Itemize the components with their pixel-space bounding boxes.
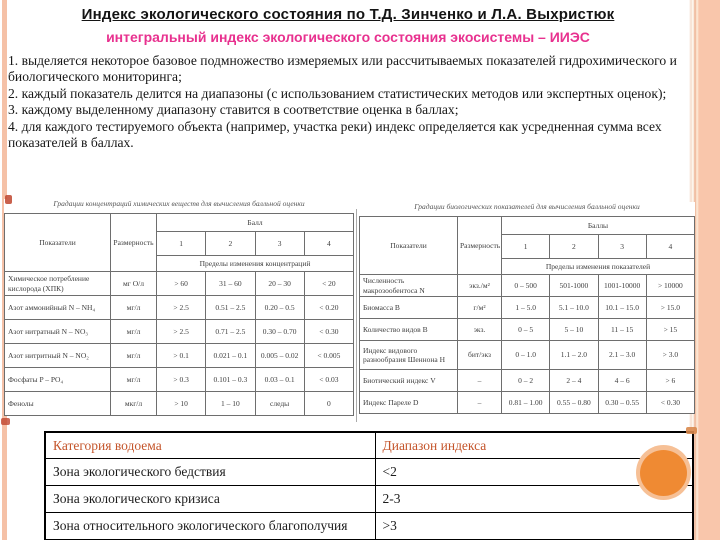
bio-row-unit: г/м² xyxy=(458,297,502,319)
bio-cell: 4 – 6 xyxy=(598,370,646,392)
chem-cell: 0.021 – 0.1 xyxy=(206,344,255,368)
table-row xyxy=(360,275,695,297)
biological-table-caption: Градации биологических показателей для вычисления балльной оценки xyxy=(414,202,640,211)
index-range-header: Диапазон индекса xyxy=(375,432,693,459)
range-cell: 2-3 xyxy=(375,486,693,513)
bio-cell: 0 – 500 xyxy=(502,275,550,297)
bio-header-unit: Размерность xyxy=(458,217,502,275)
table-row xyxy=(360,297,695,319)
chem-header-limits: Пределы изменения концентраций xyxy=(157,256,354,272)
bio-cell: < 0.30 xyxy=(646,392,694,414)
chem-cell: > 60 xyxy=(157,272,206,296)
chem-cell: 0.005 – 0.02 xyxy=(255,344,304,368)
chemical-gradations-scan xyxy=(4,199,354,416)
bio-row-name: Индекс Пареле D xyxy=(360,392,458,414)
table-row xyxy=(45,513,693,540)
bio-score-3: 3 xyxy=(598,235,646,259)
bio-score-4: 4 xyxy=(646,235,694,259)
chem-cell: 0.20 – 0.5 xyxy=(255,296,304,320)
bio-cell: > 3.0 xyxy=(646,341,694,370)
bio-cell: 0.55 – 0.80 xyxy=(550,392,598,414)
bio-score-2: 2 xyxy=(550,235,598,259)
scan-artifact-mark xyxy=(1,418,10,425)
bio-cell: 5 – 10 xyxy=(550,319,598,341)
table-row xyxy=(5,272,354,296)
chem-header-indicator: Показатели xyxy=(5,214,111,272)
table-row xyxy=(360,319,695,341)
table-row xyxy=(5,368,354,392)
chem-cell: 0 xyxy=(304,392,353,416)
bio-cell: 0 – 1.0 xyxy=(502,341,550,370)
slide-title: Индекс экологического состояния по Т.Д. Зинченко и Л.А. Выхристюк xyxy=(81,6,615,23)
table-row xyxy=(5,320,354,344)
range-cell: >3 xyxy=(375,513,693,540)
bio-row-name: Биотический индекс V xyxy=(360,370,458,392)
chem-row-name: Азот аммонийный N – NH₄ xyxy=(5,296,111,320)
bio-cell: > 10000 xyxy=(646,275,694,297)
table-row xyxy=(360,370,695,392)
chem-cell: > 10 xyxy=(157,392,206,416)
chem-header-score-group: Балл xyxy=(157,214,354,232)
chem-cell: 1 – 10 xyxy=(206,392,255,416)
bio-header-score-group: Баллы xyxy=(502,217,695,235)
method-step-2: 2. каждый показатель делится на диапазоны (с использованием статистических методов или экспертных оценок); xyxy=(8,85,667,101)
bio-cell: 1.1 – 2.0 xyxy=(550,341,598,370)
chem-row-unit: мг О/л xyxy=(111,272,157,296)
chem-row-unit: мг/л xyxy=(111,296,157,320)
chemical-table-caption: Градации концентраций химических веществ для вычисления балльной оценки xyxy=(53,199,305,208)
bio-row-unit: экз. xyxy=(458,319,502,341)
chem-cell: < 0.005 xyxy=(304,344,353,368)
bio-row-name: Индекс видового разнообразия Шеннона H xyxy=(360,341,458,370)
chem-score-3: 3 xyxy=(255,232,304,256)
method-steps xyxy=(8,53,687,151)
chem-cell: > 2.5 xyxy=(157,320,206,344)
chem-cell: 20 – 30 xyxy=(255,272,304,296)
chem-row-unit: мг/л xyxy=(111,320,157,344)
chem-cell: 0.30 – 0.70 xyxy=(255,320,304,344)
scan-edge-line xyxy=(356,209,357,422)
scan-artifact-mark xyxy=(5,195,12,204)
chem-row-name: Азот нитритный N – NO₂ xyxy=(5,344,111,368)
table-row xyxy=(45,486,693,513)
scan-artifact-mark xyxy=(686,427,697,434)
table-row xyxy=(5,296,354,320)
chem-cell: 0.51 – 2.5 xyxy=(206,296,255,320)
bio-cell: 1001-10000 xyxy=(598,275,646,297)
chem-row-unit: мг/л xyxy=(111,368,157,392)
table-row xyxy=(5,214,354,232)
chem-row-name: Азот нитратный N – NO₃ xyxy=(5,320,111,344)
chemical-gradations-table xyxy=(4,213,354,416)
bio-cell: 501-1000 xyxy=(550,275,598,297)
chem-cell: < 20 xyxy=(304,272,353,296)
chem-cell: > 0.3 xyxy=(157,368,206,392)
chem-header-unit: Размерность xyxy=(111,214,157,272)
bio-cell: > 15 xyxy=(646,319,694,341)
table-row xyxy=(360,341,695,370)
chem-row-name: Химическое потребление кислорода (ХПК) xyxy=(5,272,111,296)
range-cell: <2 xyxy=(375,459,693,486)
bio-cell: > 6 xyxy=(646,370,694,392)
bio-score-1: 1 xyxy=(502,235,550,259)
bio-cell: 0 – 2 xyxy=(502,370,550,392)
category-header: Категория водоема xyxy=(45,432,375,459)
category-cell: Зона экологического бедствия xyxy=(45,459,375,486)
chem-cell: 0.101 – 0.3 xyxy=(206,368,255,392)
chem-cell: < 0.03 xyxy=(304,368,353,392)
bio-cell: 5.1 – 10.0 xyxy=(550,297,598,319)
table-row xyxy=(45,432,693,459)
bio-cell: 0.30 – 0.55 xyxy=(598,392,646,414)
bio-row-unit: – xyxy=(458,392,502,414)
bio-cell: 10.1 – 15.0 xyxy=(598,297,646,319)
bio-header-limits: Пределы изменения показателей xyxy=(502,259,695,275)
chem-cell: > 0.1 xyxy=(157,344,206,368)
bio-row-unit: – xyxy=(458,370,502,392)
bio-cell: 0.81 – 1.00 xyxy=(502,392,550,414)
chem-score-4: 4 xyxy=(304,232,353,256)
table-row xyxy=(360,217,695,235)
biological-gradations-table xyxy=(359,216,695,414)
chem-score-1: 1 xyxy=(157,232,206,256)
category-cell: Зона относительного экологического благополучия xyxy=(45,513,375,540)
chem-cell: < 0.20 xyxy=(304,296,353,320)
table-row xyxy=(5,344,354,368)
chem-cell: < 0.30 xyxy=(304,320,353,344)
bio-cell: 11 – 15 xyxy=(598,319,646,341)
bio-row-name: Количество видов B xyxy=(360,319,458,341)
bio-header-indicator: Показатели xyxy=(360,217,458,275)
category-index-table xyxy=(44,431,694,540)
bio-row-name: Численность макрозообентоса N xyxy=(360,275,458,297)
bio-cell: 2.1 – 3.0 xyxy=(598,341,646,370)
biological-gradations-scan xyxy=(359,202,695,414)
table-row xyxy=(360,392,695,414)
bio-cell: 0 – 5 xyxy=(502,319,550,341)
method-step-3: 3. каждому выделенному диапазону ставится в соответствие оценка в баллах; xyxy=(8,102,459,118)
bio-row-unit: бит/экз xyxy=(458,341,502,370)
bio-cell: > 15.0 xyxy=(646,297,694,319)
bio-row-unit: экз./м² xyxy=(458,275,502,297)
chem-row-name: Фосфаты P – PO₄ xyxy=(5,368,111,392)
chem-row-unit: мг/л xyxy=(111,344,157,368)
orange-circle-decoration xyxy=(640,450,687,496)
chem-cell: следы xyxy=(255,392,304,416)
chem-cell: > 2.5 xyxy=(157,296,206,320)
bio-cell: 1 – 5.0 xyxy=(502,297,550,319)
category-cell: Зона экологического кризиса xyxy=(45,486,375,513)
bio-row-name: Биомасса B xyxy=(360,297,458,319)
chem-row-unit: мкг/л xyxy=(111,392,157,416)
chem-row-name: Фенолы xyxy=(5,392,111,416)
chem-cell: 31 – 60 xyxy=(206,272,255,296)
chem-score-2: 2 xyxy=(206,232,255,256)
method-step-4: 4. для каждого тестируемого объекта (например, участка реки) индекс определяется как усредненная сумма всех показателей в баллах. xyxy=(8,118,662,151)
table-row xyxy=(5,392,354,416)
bio-cell: 2 – 4 xyxy=(550,370,598,392)
chem-cell: 0.03 – 0.1 xyxy=(255,368,304,392)
chem-cell: 0.71 – 2.5 xyxy=(206,320,255,344)
method-step-1: 1. выделяется некоторое базовое подмножество измеряемых или рассчитываемых показателей гидрохимического и биологического мониторинга; xyxy=(8,53,677,85)
table-row xyxy=(45,459,693,486)
slide-subtitle: интегральный индекс экологического состояния экосистемы – ИИЭС xyxy=(106,29,590,45)
